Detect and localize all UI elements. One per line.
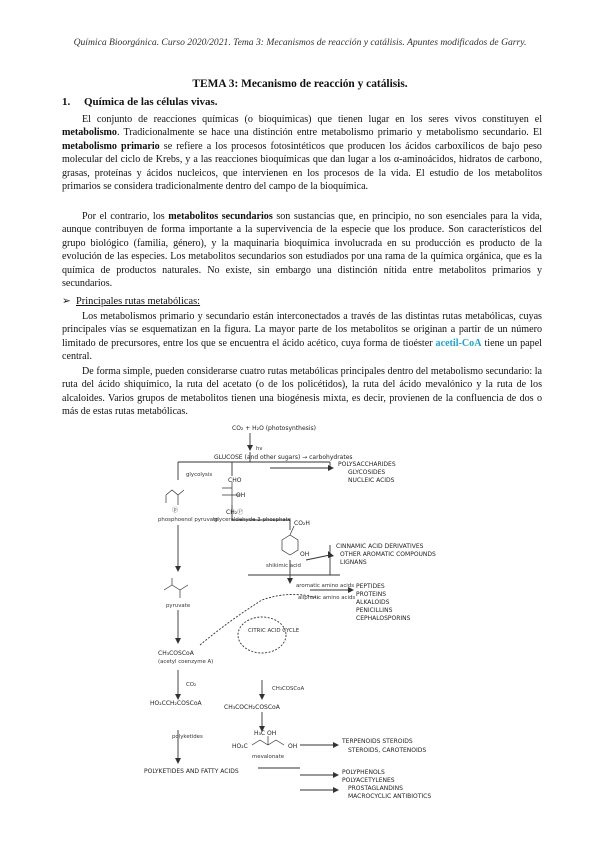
section-title: Química de las células vivas. bbox=[84, 96, 218, 108]
text: Los metabolismos primario y secundario están interconectados a través de las distintas rutas metabólicas, cuyas principales vías se esquematizan en la figura. La mayor parte de los metabolitos se originan a partir de un número limitado de precursores, entre los que se encuentra el ácido acético, cuya forma de tioéster bbox=[62, 311, 542, 349]
text: . Tradicionalmente se hace una distinción entre metabolismo primario y metabolismo secundario. El bbox=[116, 127, 542, 139]
section-number: 1. bbox=[62, 96, 71, 108]
result-5-a: POLYPHENOLS bbox=[342, 769, 385, 776]
ho2c-label: HO₂C bbox=[232, 743, 248, 750]
text: son sustancias que, en principio, no son esenciales para la vida, aunque contribuyen de forma importante a la supervivencia de la especie que los produce. Son característicos del grupo biológico (familia, género), y la maquinaria bioquímica involucrada en su producción es producto de la evolución de las especies. Los metabolitos secundarios son estudiados por una rama de la química orgánica, que es la química de productos naturales. No existe, sin embargo una distinción nítida entre metabolitos primarios y secundarios. bbox=[62, 211, 542, 290]
oh-label: OH bbox=[288, 743, 298, 750]
g3p-label: glyceraldehyde 3-phosphate bbox=[214, 517, 292, 523]
fatty-acids-label: POLYKETIDES AND FATTY ACIDS bbox=[144, 768, 239, 775]
co2h-label: CO₂H bbox=[294, 520, 310, 527]
bold-term: metabolismo primario bbox=[62, 140, 160, 152]
result-5-d: MACROCYCLIC ANTIBIOTICS bbox=[348, 793, 432, 800]
co2-label: CO₂ bbox=[186, 682, 197, 688]
malonyl-label: HO₂CCH₂COSCoA bbox=[150, 700, 202, 707]
shikimic-label: shikimic acid bbox=[266, 563, 301, 569]
light-label: hν bbox=[256, 446, 263, 452]
result-5-c: PROSTAGLANDINS bbox=[348, 785, 403, 792]
result-3-c: ALKALOIDS bbox=[356, 599, 390, 606]
glucose-label: GLUCOSE (and other sugars) → carbohydrates bbox=[214, 454, 353, 461]
text: El conjunto de reacciones químicas (o bioquímicas) que tienen lugar en los seres vivos constituyen el bbox=[82, 114, 542, 125]
result-3-b: PROTEINS bbox=[356, 591, 387, 598]
glycolysis-label: glycolysis bbox=[186, 472, 213, 478]
acetylcoa-name: (acetyl coenzyme A) bbox=[158, 659, 214, 665]
result-2-c: LIGNANS bbox=[340, 559, 367, 566]
aromatic-amino-label: aromatic amino acids bbox=[296, 583, 355, 589]
oh-label: OH bbox=[300, 551, 310, 558]
result-1-a: POLYSACCHARIDES bbox=[338, 461, 396, 468]
acetoacetyl-label: CH₃COCH₂COSCoA bbox=[224, 704, 280, 711]
ch2op-label: CH₂Ⓟ bbox=[226, 509, 244, 516]
mevalonate-label: mevalonate bbox=[252, 754, 285, 760]
photosynthesis-label: CO₂ + H₂O (photosynthesis) bbox=[232, 425, 316, 432]
result-2-b: OTHER AROMATIC COMPOUNDS bbox=[340, 551, 436, 558]
result-3-a: PEPTIDES bbox=[356, 583, 385, 590]
running-header: Química Bioorgánica. Curso 2020/2021. Tema 3: Mecanismos de reacción y catálisis. Apuntes modificados de Garry. bbox=[73, 37, 527, 48]
text: Por el contrario, los bbox=[82, 211, 169, 222]
aliphatic-amino-label: aliphatic amino acids bbox=[298, 595, 356, 601]
pyruvate-label: pyruvate bbox=[166, 603, 191, 609]
citric-acid-cycle-ring bbox=[238, 617, 286, 653]
poly-label: polyketides bbox=[172, 734, 203, 740]
result-5-b: POLYACETYLENES bbox=[342, 777, 395, 784]
result-4-b: STEROIDS, CAROTENOIDS bbox=[348, 747, 427, 754]
result-1-c: NUCLEIC ACIDS bbox=[348, 477, 395, 484]
acetylcoa-small-label: CH₃COSCoA bbox=[272, 686, 305, 692]
cho-label: CHO bbox=[228, 477, 242, 484]
result-1-b: GLYCOSIDES bbox=[348, 469, 386, 476]
bullet-arrow-icon: ➢ bbox=[62, 296, 71, 307]
subsection-title: Principales rutas metabólicas: bbox=[76, 296, 201, 307]
text: se refiere a los procesos fotosintéticos que producen los ácidos carboxílicos de bajo peso molecular del ciclo de Krebs, y a las reacciones bioquímicas que dan lugar a los α-aminoácidos, hidratos de carbono, grasas, proteínas y ácidos nucleicos, que intervienen en los procesos de la vida. El estudio de los metabolitos primarios se considera tradicionalmente dentro del campo de la bioquímica. bbox=[62, 140, 542, 193]
result-3-e: CEPHALOSPORINS bbox=[356, 615, 411, 622]
result-3-d: PENICILLINS bbox=[356, 607, 393, 614]
text: De forma simple, pueden considerarse cuatro rutas metabólicas principales dentro del metabolismo secundario: la ruta del ácido shiquímico, la ruta del acetato (o de los policétidos), la ruta del ácido mevalónico y la ruta de los alcaloides. Varios grupos de metabolitos tienen una biogénesis mixta, es decir, provienen de la confluencia de dos o más de estas rutas metabólicas. bbox=[62, 366, 542, 418]
bold-term: metabolitos secundarios bbox=[168, 211, 273, 222]
ch3-oh-label: H₃C OH bbox=[254, 730, 277, 737]
oh-label: OH bbox=[236, 492, 246, 499]
page-title: TEMA 3: Mecanismo de reacción y catálisis. bbox=[192, 78, 408, 90]
bold-term: metabolismo bbox=[62, 127, 117, 139]
text: tiene un papel central. bbox=[62, 337, 542, 363]
pep-label: phosphoenol pyruvate bbox=[158, 517, 219, 523]
result-2-a: CINNAMIC ACID DERIVATIVES bbox=[336, 543, 424, 550]
acetyl-coa-highlight: acetil-CoA bbox=[435, 337, 482, 349]
op-label: ⓟ bbox=[172, 507, 179, 514]
result-4-a: TERPENOIDS STEROIDS bbox=[342, 738, 413, 745]
krebs-label: CITRIC ACID CYCLE bbox=[248, 628, 300, 634]
acetylcoa-label: CH₃COSCoA bbox=[158, 650, 194, 657]
